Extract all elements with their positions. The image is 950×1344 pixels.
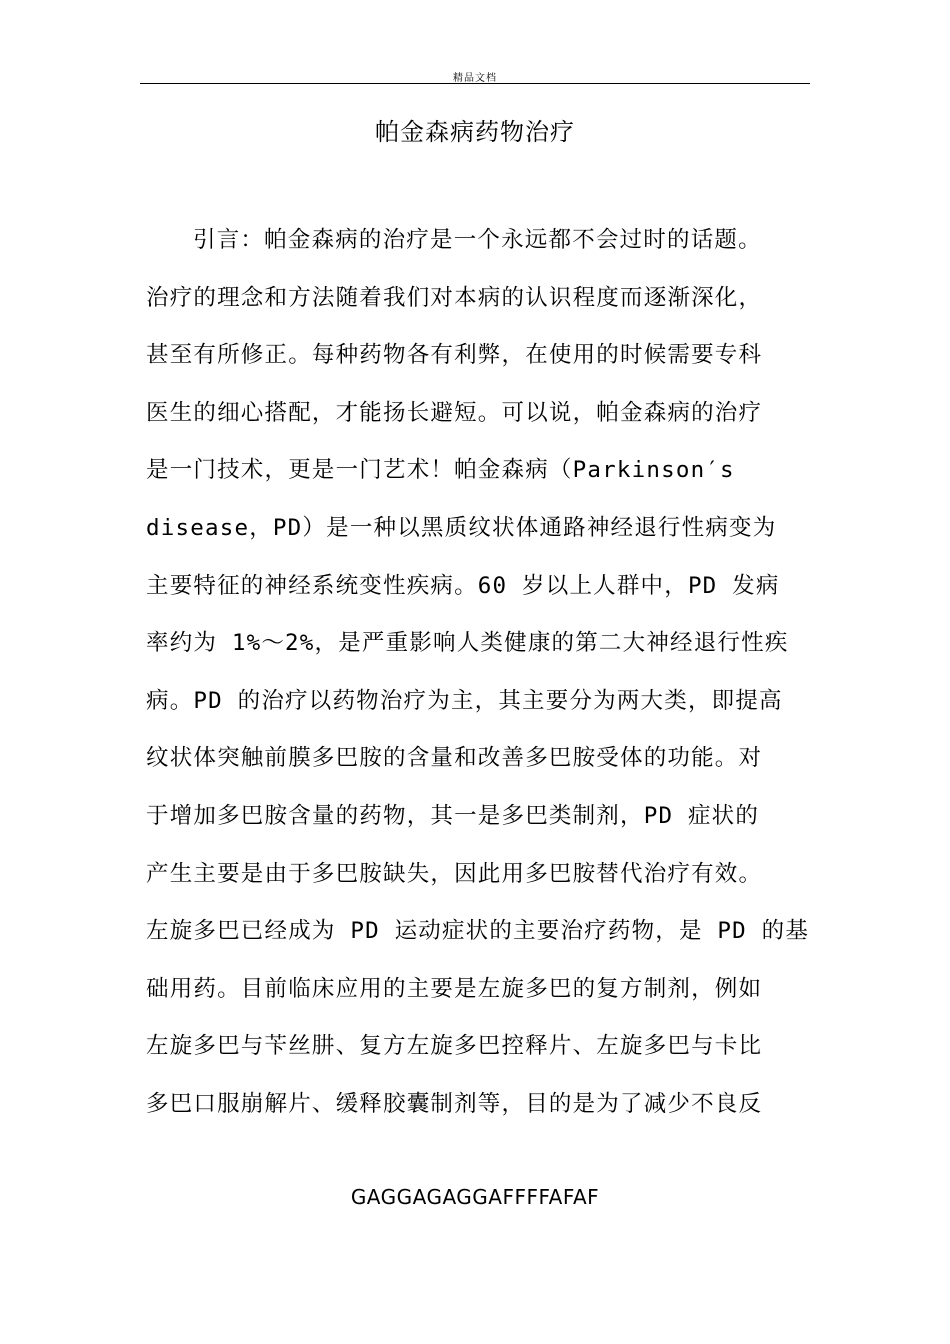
header-divider <box>140 83 810 84</box>
footer-code: GAGGAGAGGAFFFFAFAF <box>350 1185 600 1209</box>
body-line-6: disease，PD）是一种以黑质纹状体通路神经退行性病变为 <box>146 514 777 541</box>
header-label: 精品文档 <box>453 73 497 84</box>
document-body <box>146 221 816 1143</box>
document-title: 帕金森病药物治疗 <box>375 118 575 146</box>
body-line-2: 治疗的理念和方法随着我们对本病的认识程度而逐渐深化， <box>146 284 763 311</box>
body-line-10: 纹状体突触前膜多巴胺的含量和改善多巴胺受体的功能。对 <box>146 745 763 772</box>
body-line-5: 是一门技术，更是一门艺术！帕金森病（Parkinson′s <box>146 457 735 484</box>
body-line-15: 左旋多巴与苄丝肼、复方左旋多巴控释片、左旋多巴与卡比 <box>146 1033 763 1060</box>
body-line-14: 础用药。目前临床应用的主要是左旋多巴的复方制剂，例如 <box>146 975 763 1002</box>
body-line-16: 多巴口服崩解片、缓释胶囊制剂等，目的是为了减少不良反 <box>146 1090 763 1117</box>
body-line-9: 病。PD 的治疗以药物治疗为主，其主要分为两大类，即提高 <box>146 687 783 714</box>
body-line-7: 主要特征的神经系统变性疾病。60 岁以上人群中，PD 发病 <box>146 572 780 599</box>
body-line-11: 于增加多巴胺含量的药物，其一是多巴类制剂，PD 症状的 <box>146 802 760 829</box>
body-line-13: 左旋多巴已经成为 PD 运动症状的主要治疗药物，是 PD 的基 <box>146 918 810 945</box>
body-line-8: 率约为 1%～2%，是严重影响人类健康的第二大神经退行性疾 <box>146 630 789 657</box>
body-line-4: 医生的细心搭配，才能扬长避短。可以说，帕金森病的治疗 <box>146 399 763 426</box>
body-line-1: 引言：帕金森病的治疗是一个永远都不会过时的话题。 <box>193 227 762 253</box>
body-line-3: 甚至有所修正。每种药物各有利弊，在使用的时候需要专科 <box>146 342 763 369</box>
body-line-12: 产生主要是由于多巴胺缺失，因此用多巴胺替代治疗有效。 <box>146 860 763 887</box>
